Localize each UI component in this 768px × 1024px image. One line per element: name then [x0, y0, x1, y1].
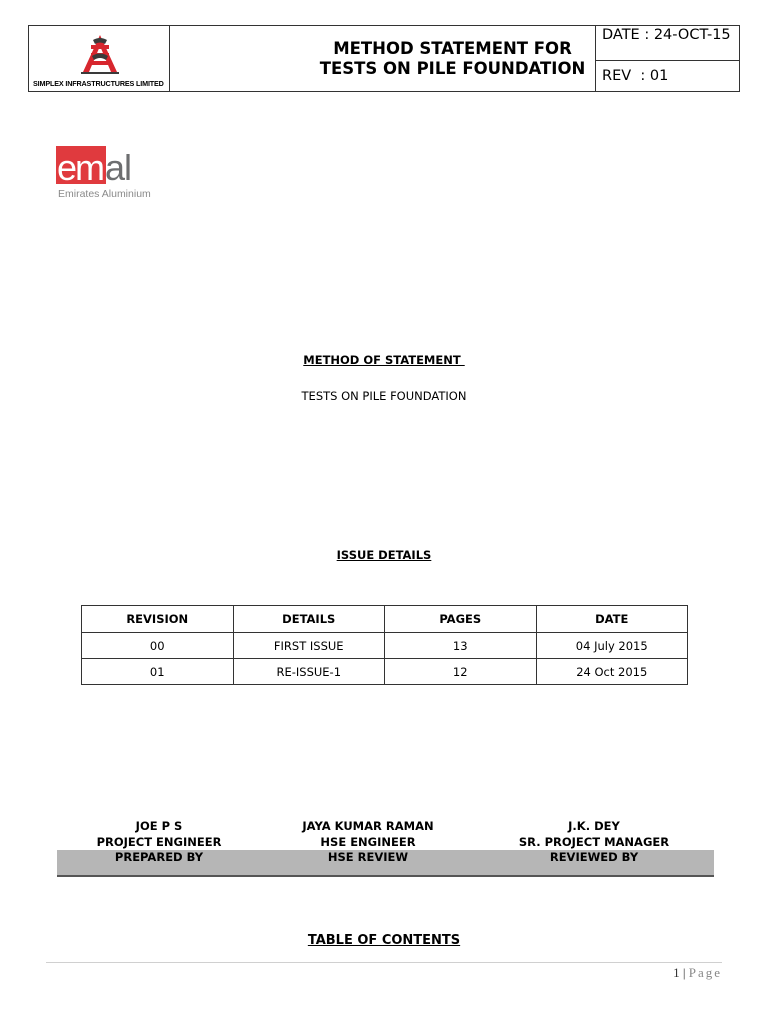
emal-wordmark-right: al — [105, 147, 132, 188]
table-cell: 12 — [385, 659, 537, 685]
emal-wordmark-left: em — [57, 147, 104, 188]
column-header: DATE — [536, 606, 688, 633]
page-label: Page — [688, 965, 722, 980]
simplex-logo — [31, 32, 169, 88]
header-divider — [595, 26, 596, 91]
signatory-name: J.K. DEY — [568, 819, 620, 833]
header-divider — [595, 60, 739, 61]
signatory-reviewed — [492, 818, 696, 850]
issue-details-title: ISSUE DETAILS — [336, 548, 432, 562]
signatory-prepared — [57, 818, 261, 850]
document-header — [28, 25, 740, 92]
signatory-designation: SR. PROJECT MANAGER — [518, 835, 670, 849]
emal-logo — [56, 144, 166, 200]
table-cell: 24 Oct 2015 — [536, 659, 688, 685]
signatory-hse — [266, 818, 470, 850]
table-row — [82, 633, 688, 659]
document-title: METHOD STATEMENT FOR TESTS ON PILE FOUNDATION — [319, 39, 586, 78]
document-date: DATE : 24-OCT-15 — [602, 27, 731, 43]
issue-details-table — [81, 605, 688, 685]
column-header: REVISION — [82, 606, 234, 633]
signatory-designation: HSE ENGINEER — [320, 835, 416, 849]
page-separator: | — [682, 965, 686, 980]
signatory-role: PREPARED BY — [114, 850, 204, 864]
page-footer — [673, 965, 722, 981]
table-cell: 13 — [385, 633, 537, 659]
signatory-name: JAYA KUMAR RAMAN — [302, 819, 434, 833]
signatory-designation: PROJECT ENGINEER — [96, 835, 222, 849]
document-heading: METHOD OF STATEMENT — [303, 353, 465, 367]
table-cell: 00 — [82, 633, 234, 659]
footer-divider — [46, 962, 722, 963]
document-revision: REV : 01 — [602, 68, 669, 84]
emal-logo-mark — [56, 144, 166, 188]
table-cell: FIRST ISSUE — [233, 633, 385, 659]
emal-subtitle: Emirates Aluminium — [58, 188, 151, 200]
signatory-role-bar — [57, 850, 714, 877]
table-cell: RE-ISSUE-1 — [233, 659, 385, 685]
company-name: SIMPLEX INFRASTRUCTURES LIMITED — [33, 79, 164, 88]
table-row — [82, 659, 688, 685]
page-number: 1 — [673, 965, 680, 980]
simplex-logo-mark — [31, 32, 169, 78]
table-header-row — [82, 606, 688, 633]
column-header: DETAILS — [233, 606, 385, 633]
header-divider — [169, 26, 170, 91]
signatory-role: REVIEWED BY — [549, 850, 639, 864]
document-subheading: TESTS ON PILE FOUNDATION — [301, 389, 467, 403]
column-header: PAGES — [385, 606, 537, 633]
toc-title: TABLE OF CONTENTS — [307, 933, 461, 948]
table-cell: 04 July 2015 — [536, 633, 688, 659]
table-cell: 01 — [82, 659, 234, 685]
signatory-name: JOE P S — [135, 819, 183, 833]
signatory-role: HSE REVIEW — [327, 850, 409, 864]
